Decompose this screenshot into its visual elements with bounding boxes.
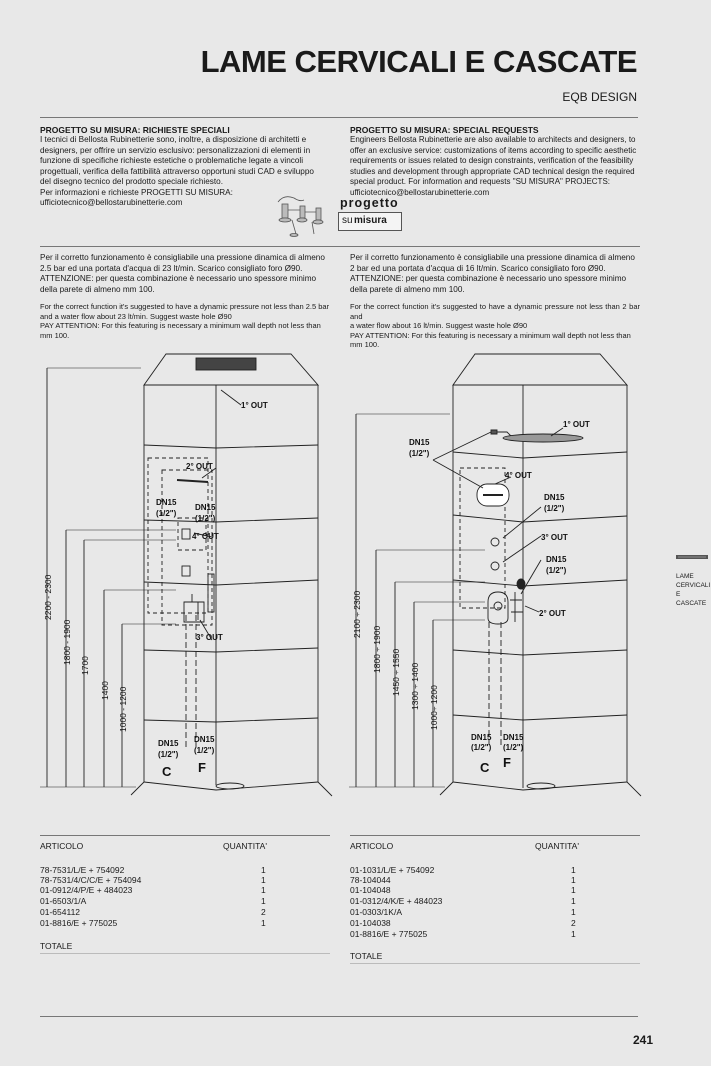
text-line: PAY ATTENTION: For this featuring is necessary a minimum wall depth not less than [40, 321, 321, 330]
table-row [350, 875, 640, 885]
right-out3-label: 3° OUT [541, 533, 568, 542]
right-dn-d2: (1/2") [471, 743, 492, 752]
left-col-article: ARTICOLO [40, 841, 84, 851]
table-row [40, 885, 330, 895]
left-dim-5: 1000 - 1200 [118, 686, 128, 732]
rain-shower-head [503, 434, 583, 442]
row-code: 01-1031/L/E + 754092 [350, 865, 435, 875]
left-table-bottom-rule [40, 953, 330, 954]
side-label-line: CERVICALI [676, 582, 711, 589]
text-line: del disegno tecnico del prodotto speciale richiesto. [40, 177, 223, 186]
email-link[interactable]: ufficiotecnico@bellostarubinetterie.com [40, 198, 183, 207]
logo-su-misura-box [338, 212, 402, 231]
row-qty: 1 [261, 918, 266, 928]
text-line: Engineers Bellosta Rubinetterie are also available to architects and designers, to [350, 135, 636, 144]
right-table-header [350, 841, 640, 851]
text-line: a water flow about 16 lt/min. Suggest waste hole Ø90 [350, 321, 528, 330]
row-code: 01-8816/E + 775025 [40, 918, 118, 928]
right-desc-en [350, 302, 640, 350]
left-dim-4: 1400 [100, 681, 110, 700]
ceiling-outline [453, 354, 627, 385]
left-desc-en [40, 302, 330, 340]
left-out3-label: 3° OUT [196, 633, 223, 642]
special-request-it-heading: PROGETTO SU MISURA: RICHIESTE SPECIALI [40, 125, 230, 135]
right-dn-e2: (1/2") [503, 743, 524, 752]
right-description [350, 253, 640, 350]
right-dn-a: DN15 [409, 438, 430, 447]
row-qty: 1 [261, 896, 266, 906]
row-code: 01-0912/4/P/E + 484023 [40, 885, 133, 895]
left-dn-b: DN15 [195, 503, 216, 512]
table-row [40, 875, 330, 885]
row-qty: 1 [571, 896, 576, 906]
table-row [40, 918, 330, 928]
left-table-header [40, 841, 330, 851]
right-dn-b: DN15 [544, 493, 565, 502]
row-qty: 2 [571, 918, 576, 928]
text-line: ATTENZIONE: per questa combinazione è necessario uno spessore minimo [40, 274, 317, 283]
email-link[interactable]: ufficiotecnico@bellostarubinetterie.com [350, 187, 490, 197]
text-line: della parete di almeno mm 100. [350, 284, 465, 294]
row-qty: 1 [571, 875, 576, 885]
right-dn-e: DN15 [503, 733, 524, 742]
left-out4-label: 4° OUT [192, 532, 219, 541]
right-dim-5: 1000÷ 1200 [429, 685, 439, 730]
right-shower-diagram [345, 350, 645, 815]
section-divider [40, 246, 640, 247]
left-cold-label: C [162, 764, 172, 779]
left-description [40, 253, 330, 340]
logo-word-misura: misura [354, 215, 387, 226]
right-table-total: TOTALE [350, 951, 383, 961]
right-out1-label: 1° OUT [563, 420, 590, 429]
text-line: della parete di almeno mm 100. [40, 284, 155, 294]
left-dim-2: 1800 - 1900 [62, 619, 72, 665]
page-number: 241 [632, 1033, 653, 1047]
row-code: 01-654112 [40, 907, 81, 917]
right-dn-d: DN15 [471, 733, 492, 742]
special-request-en-heading: PROGETTO SU MISURA: SPECIAL REQUESTS [350, 125, 539, 135]
row-qty: 1 [571, 929, 576, 939]
left-hot-label: F [198, 760, 206, 775]
table-row [40, 907, 330, 917]
left-col-qty: QUANTITA' [223, 841, 267, 851]
blade-shower-icon [676, 552, 708, 562]
left-dn-d2: (1/2") [194, 746, 215, 755]
text-line: offer an exclusive service: customizations of items according to specific aesthetic [350, 145, 637, 155]
right-hot-label: F [503, 755, 511, 770]
row-qty: 1 [571, 865, 576, 875]
row-code: 01-104048 [350, 885, 391, 895]
footer-divider [40, 1016, 638, 1017]
right-table-top-rule [350, 835, 640, 836]
text-line: progettuali, verifica della fattibilità attraverso opportuni studi CAD e sviluppo [40, 166, 314, 176]
left-dn-c2: (1/2") [158, 750, 179, 759]
logo-word-su: su [342, 215, 353, 226]
left-table-top-rule [40, 835, 330, 836]
left-dn-b2: (1/2") [195, 514, 216, 523]
row-qty: 1 [261, 885, 266, 895]
row-qty: 2 [261, 907, 266, 917]
progetto-su-misura-logo [272, 190, 407, 240]
text-line: For the correct function it's suggested to have a dynamic pressure not less than 2 bar and [350, 302, 640, 321]
side-tab-thumbnail [676, 549, 708, 567]
left-dn-a: DN15 [156, 498, 177, 507]
right-dn-a2: (1/2") [409, 449, 430, 458]
text-line: Per informazioni e richieste PROGETTI SU MISURA: [40, 187, 233, 197]
right-dn-b2: (1/2") [544, 504, 565, 513]
right-cold-label: C [480, 760, 490, 775]
right-dn-c2: (1/2") [546, 566, 567, 575]
table-row [350, 918, 640, 928]
row-qty: 1 [571, 907, 576, 917]
right-dim-2: 1800 ÷ 1900 [372, 625, 382, 673]
table-row [40, 896, 330, 906]
right-table-bottom-rule [350, 963, 640, 964]
left-dim-1: 2200 - 2300 [43, 574, 53, 620]
left-dn-d: DN15 [194, 735, 215, 744]
left-out1-label: 1° OUT [241, 401, 268, 410]
right-dim-3: 1450 ÷ 1550 [391, 648, 401, 696]
row-qty: 1 [261, 875, 266, 885]
text-line: For the correct function it's suggested to have a dynamic pressure not less than 2.5 bar [40, 302, 330, 311]
left-desc-it [40, 253, 330, 295]
table-row [350, 896, 640, 906]
left-dn-a2: (1/2") [156, 509, 177, 518]
row-qty: 1 [261, 865, 266, 875]
text-line: ATTENZIONE: per questa combinazione è necessario uno spessore minimo [350, 274, 627, 283]
text-line: 2 bar ed una portata d'acqua di 16 lt/min. Scarico consigliato foro Ø90. [350, 263, 606, 273]
text-line: requirements or issues related to design constraints, verification of the feasibility [350, 156, 634, 165]
text-line: mm 100. [40, 330, 70, 340]
right-dim-1: 2100 ÷ 2300 [352, 590, 362, 638]
header-divider [40, 117, 638, 118]
logo-word-progetto: progetto [340, 196, 399, 210]
right-desc-it [350, 253, 640, 295]
ceiling-shower-head [196, 358, 256, 370]
row-code: 01-0312/4/K/E + 484023 [350, 896, 443, 906]
text-line: 2.5 bar ed una portata d'acqua di 23 lt/min. Scarico consigliato foro Ø90. [40, 263, 303, 273]
text-line: mm 100. [350, 340, 380, 349]
side-label-line: LAME [676, 573, 694, 580]
table-row [350, 929, 640, 939]
row-code: 01-8816/E + 775025 [350, 929, 428, 939]
page-subtitle: EQB DESIGN [562, 90, 637, 104]
row-code: 01-104038 [350, 918, 391, 928]
right-dn-c: DN15 [546, 555, 567, 564]
row-code: 78-104044 [350, 875, 391, 885]
right-out2-label: 2° OUT [539, 609, 566, 618]
text-line: Per il corretto funzionamento è consigliabile una pressione dinamica di almeno [40, 253, 325, 262]
table-row [40, 865, 330, 875]
page-title: LAME CERVICALI E CASCATE [200, 44, 637, 79]
table-row [350, 885, 640, 895]
right-out4-label: 4° OUT [505, 471, 532, 480]
left-dn-c: DN15 [158, 739, 179, 748]
left-shower-diagram [36, 350, 336, 815]
row-code: 01-6503/1/A [40, 896, 87, 906]
row-code: 01-0303/1K/A [350, 907, 402, 917]
right-col-qty: QUANTITA' [535, 841, 579, 851]
left-out2-label: 2° OUT [186, 462, 213, 471]
text-line: and a water flow about 23 lt/min. Suggest waste hole Ø90 [40, 311, 232, 321]
special-request-en-body [350, 135, 640, 198]
right-col-article: ARTICOLO [350, 841, 394, 851]
side-label-line: E CASCATE [676, 591, 707, 607]
text-line: studies and development through appropriate CAD technical design the required [350, 166, 635, 176]
text-line: PAY ATTENTION: For this featuring is necessary a minimum wall depth not less than [350, 330, 631, 340]
text-line: I tecnici di Bellosta Rubinetterie sono, inoltre, a disposizione di architetti e [40, 135, 307, 144]
text-line: special product. For information and requests "SU MISURA" PROJECTS: [350, 177, 610, 186]
row-code: 78-7531/L/E + 754092 [40, 865, 125, 875]
left-dim-3: 1700 [80, 656, 90, 675]
left-table-total: TOTALE [40, 941, 73, 951]
right-dim-4: 1300 ÷ 1400 [410, 662, 420, 710]
row-qty: 1 [571, 885, 576, 895]
table-row [350, 907, 640, 917]
side-tab-label [676, 572, 711, 608]
text-line: Per il corretto funzionamento è consigliabile una pressione dinamica di almeno [350, 253, 635, 262]
special-request-en [350, 125, 640, 198]
text-line: designers, per offrire un servizio esclusivo: personalizzazioni di elementi in [40, 145, 311, 155]
table-row [350, 865, 640, 875]
row-code: 78-7531/4/C/C/E + 754094 [40, 875, 142, 885]
text-line: funzione di specifiche richieste estetiche o problematiche legate a vincoli [40, 156, 304, 165]
